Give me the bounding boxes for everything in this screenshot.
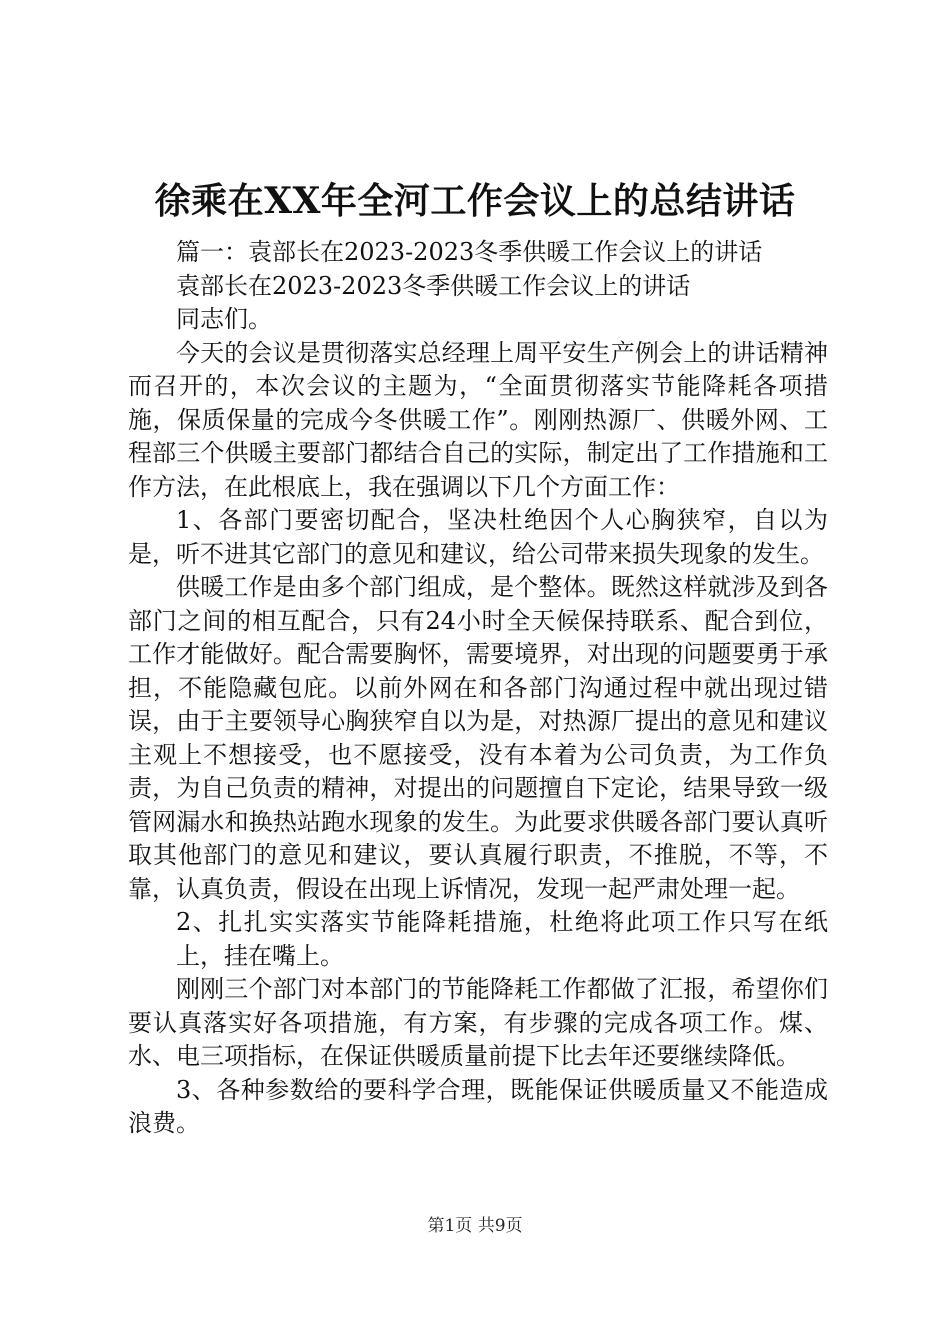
paragraph: 3、各种参数给的要科学合理，既能保证供暖质量又不能造成浪费。 [128, 1075, 828, 1137]
paragraph: 刚刚三个部门对本部门的节能降耗工作都做了汇报，希望你们要认真落实好各项措施，有方案，有步骤的完成各项工作。煤、水、电三项指标，在保证供暖质量前提下比去年还要继续降低。 [128, 975, 828, 1070]
paragraph: 今天的会议是贯彻落实总经理上周平安生产例会上的讲话精神而召开的，本次会议的主题为，“全面贯彻落实节能降耗各项措施，保质保量的完成今冬供暖工作”。刚刚热源厂、供暖外网、工程部三个供暖主要部门都结合自己的实际，制定出了工作措施和工作方法，在此根底上，我在强调以下几个方面工作： [128, 338, 828, 501]
paragraph-subtitle: 篇一：袁部长在2023-2023冬季供暖工作会议上的讲话 [176, 238, 763, 266]
document-body [128, 236, 828, 1141]
document-title: 徐乘在XX年全河工作会议上的总结讲话 [154, 180, 796, 222]
paragraph-heading: 袁部长在2023-2023冬季供暖工作会议上的讲话 [176, 271, 691, 300]
paragraph: 1、各部门要密切配合，坚决杜绝因个人心胸狭窄，自以为是，听不进其它部门的意见和建议，给公司带来损失现象的发生。 [128, 506, 828, 568]
paragraph-salutation: 同志们。 [176, 305, 272, 333]
page-number: 第1页 共9页 [427, 1216, 523, 1236]
paragraph: 2、扎扎实实落实节能降耗措施，杜绝将此项工作只写在纸上，挂在嘴上。 [176, 908, 828, 970]
paragraph: 供暖工作是由多个部门组成，是个整体。既然这样就涉及到各部门之间的相互配合，只有24小时全天候保持联系、配合到位，工作才能做好。配合需要胸怀，需要境界，对出现的问题要勇于承担，不能隐藏包庇。以前外网在和各部门沟通过程中就出现过错误，由于主要领导心胸狭窄自以为是，对热源厂提出的意见和建议主观上不想接受，也不愿接受，没有本着为公司负责，为工作负责，为自己负责的精神，对提出的问题擅自下定论，结果导致一级管网漏水和换热站跑水现象的发生。为此要求供暖各部门要认真听取其他部门的意见和建议，要认真履行职责，不推脱，不等，不靠，认真负责，假设在出现上诉情况，发现一起严肃处理一起。 [128, 573, 828, 903]
